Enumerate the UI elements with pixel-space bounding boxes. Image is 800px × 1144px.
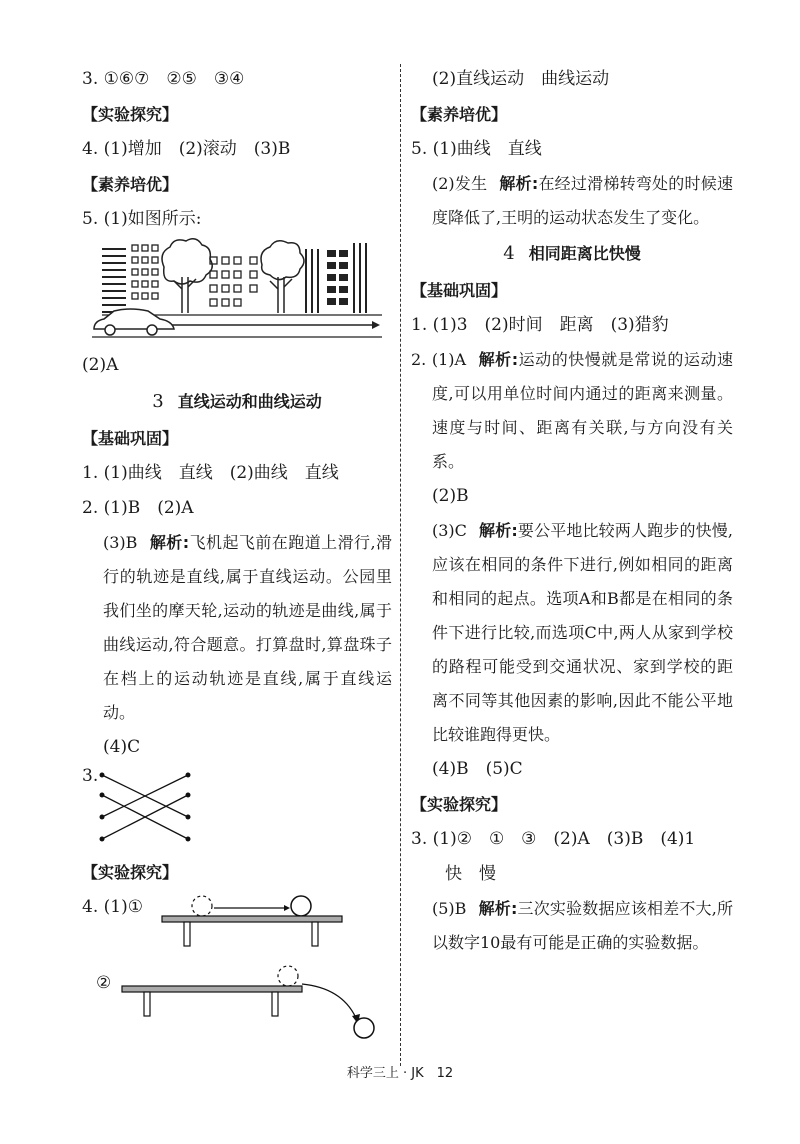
answer-r-3-4-words: 快 慢 — [445, 864, 496, 884]
answer-r-2-3-choice: (3)C — [432, 521, 467, 540]
answer-r-2-2: (2)B — [432, 486, 469, 506]
answer-r-5-2-explanation — [411, 167, 733, 235]
answer-5-1: 5. (1)如图所示: — [82, 209, 202, 229]
building-middle — [210, 257, 257, 306]
section-literacy-right: 【素养培优】 — [411, 105, 508, 124]
section-basic: 【基础巩固】 — [82, 429, 179, 448]
lesson-4-number: 4 — [503, 243, 515, 264]
building-windows — [132, 245, 158, 299]
explanation-label: 解析: — [499, 174, 539, 193]
explanation-label: 解析: — [478, 899, 518, 918]
tree-right — [261, 241, 304, 313]
answer-5-2: (2)A — [82, 355, 119, 375]
ball-rolling-table-figure — [158, 894, 348, 952]
explanation-label: 解析: — [478, 350, 519, 369]
lesson-4-heading — [411, 235, 733, 273]
explanation-label: 解析: — [478, 521, 518, 540]
answer-r-2-45: (4)B (5)C — [432, 759, 523, 779]
tree-left — [162, 239, 212, 313]
question-3-number: 3. — [82, 766, 99, 786]
answer-1: 1. (1)曲线 直线 (2)曲线 直线 — [82, 463, 339, 483]
answer-2-3-explanation — [82, 526, 392, 730]
answer-r-1: 1. (1)3 (2)时间 距离 (3)猎豹 — [411, 315, 669, 335]
lesson-3-title: 直线运动和曲线运动 — [177, 392, 322, 411]
answer-r-2: (2)直线运动 曲线运动 — [432, 69, 610, 89]
answer-2-4: (4)C — [103, 737, 141, 757]
right-column — [411, 62, 733, 960]
answer-r-5-1: 5. (1)曲线 直线 — [411, 139, 542, 159]
section-basic-right: 【基础巩固】 — [411, 281, 508, 300]
left-column — [82, 62, 392, 1040]
city-street-figure — [82, 237, 382, 342]
answer-4-1: 4. (1)① — [82, 897, 143, 917]
page-footer: 科学三上 · JK 12 — [346, 1066, 454, 1081]
lesson-3-heading — [82, 383, 392, 421]
answer-2-3-choice: (3)B — [103, 533, 138, 552]
building-right — [306, 243, 366, 313]
answer-r-3-5-choice: (5)B — [432, 899, 467, 918]
section-experiment: 【实验探究】 — [82, 105, 179, 124]
answer-r-3-5-explanation — [411, 892, 733, 960]
answer-r-5-2-choice: (2)发生 — [432, 174, 488, 193]
ball-experiment — [82, 890, 392, 1040]
answer-r-2-3-explanation — [411, 514, 733, 752]
explanation-text: 要公平地比较两人跑步的快慢,应该在相同的条件下进行,例如相同的距离和相同的起点。选项A和B都是在相同的条件下进行比较,而选项C中,两人从家到学校的路程可能受到交通状况、家到学校的距离不同等其他因素的影响,因此不能公平地比较谁跑得更快。 — [432, 521, 733, 744]
explanation-text: 三次实验数据应该相差不大,所以数字10最有可能是正确的实验数据。 — [432, 899, 733, 952]
lesson-4-title: 相同距离比快慢 — [528, 244, 641, 263]
answer-3-grouping: 3. ①⑥⑦ ②⑤ ③④ — [82, 69, 245, 89]
matching-lines-figure — [96, 769, 196, 851]
answer-4-2-label: ② — [96, 973, 112, 993]
section-experiment-right: 【实验探究】 — [411, 795, 508, 814]
answer-r-3: 3. (1)② ① ③ (2)A (3)B (4)1 — [411, 829, 696, 849]
explanation-text: 飞机起飞前在跑道上滑行,滑行的轨迹是直线,属于直线运动。公园里我们坐的摩天轮,运动的轨迹是曲线,属于曲线运动,符合题意。打算盘时,算盘珠子在档上的运动轨迹是直线,属于直线运动。 — [103, 533, 392, 722]
section-literacy: 【素养培优】 — [82, 175, 179, 194]
building-left — [102, 249, 126, 312]
explanation-text: 在经过滑梯转弯处的时候速度降低了,王明的运动状态发生了变化。 — [432, 174, 733, 227]
explanation-label: 解析: — [149, 533, 190, 552]
column-divider — [400, 64, 401, 1066]
answer-4: 4. (1)增加 (2)滚动 (3)B — [82, 139, 291, 159]
answer-r-2-1-choice: 2. (1)A — [411, 350, 467, 369]
lesson-3-number: 3 — [152, 391, 164, 412]
answer-2: 2. (1)B (2)A — [82, 498, 194, 518]
arrow-head — [372, 321, 380, 329]
answer-r-2-1-explanation — [411, 343, 733, 479]
explanation-text: 运动的快慢就是常说的运动速度,可以用单位时间内通过的距离来测量。速度与时间、距离有关联,与方向没有关系。 — [432, 350, 733, 471]
section-experiment-2: 【实验探究】 — [82, 863, 179, 882]
ball-falling-table-figure — [118, 964, 388, 1040]
matching-question — [82, 765, 392, 855]
